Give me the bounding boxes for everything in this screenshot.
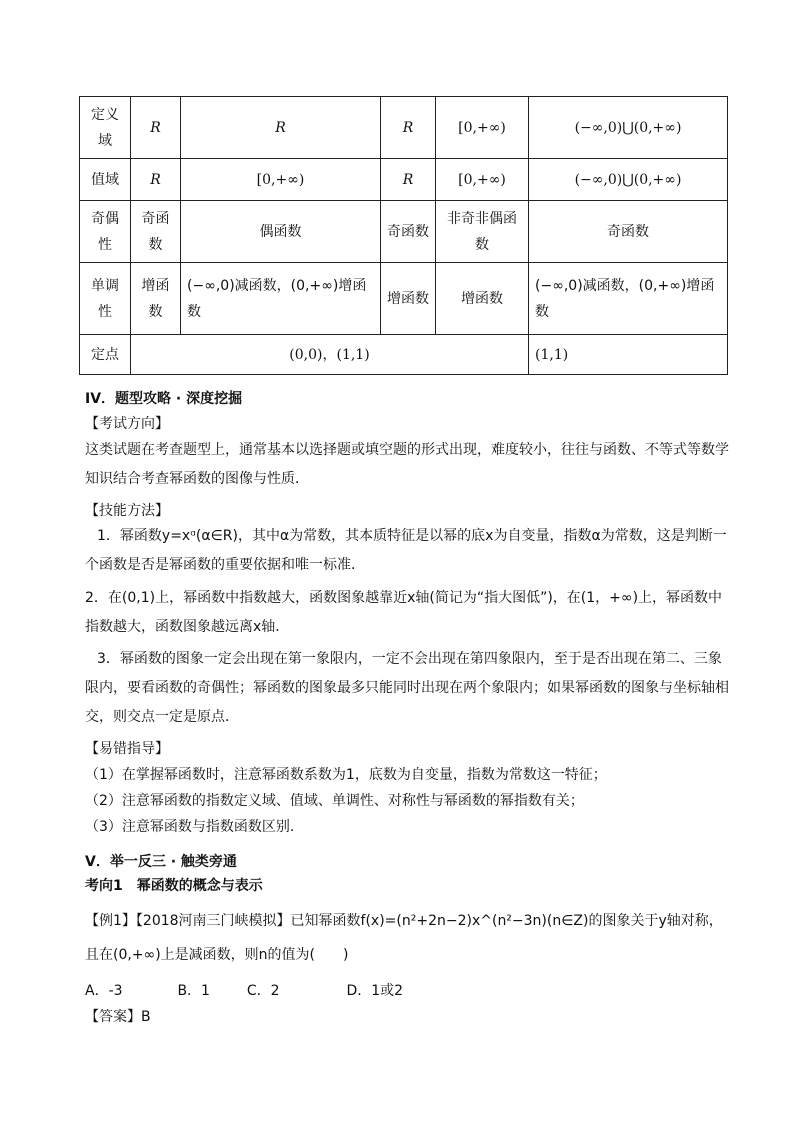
option-b: B．1	[177, 983, 210, 999]
power-function-properties-table	[79, 96, 727, 375]
table-cell: 增函数	[436, 263, 529, 335]
option-a: A．-3	[85, 983, 123, 999]
table-row-fixed-point	[80, 335, 728, 375]
skills-heading: 【技能方法】	[85, 503, 169, 519]
skill-2: 2．在(0,1)上，幂函数中指数越大，函数图象越靠近x轴(简记为“指大图低”)，在(1，+∞)上，幂函数中指数越大，函数图象越远离x轴．	[85, 590, 723, 635]
table-body	[80, 97, 728, 375]
row-label: 奇偶性	[80, 201, 131, 263]
example-1-line-1: 【例1】【2018河南三门峡模拟】已知幂函数f(x)=(n²+2n−2)x^(n²−3n)(n∈Z)的图象关于y轴对称，	[85, 913, 723, 929]
table-cell: R	[131, 159, 181, 201]
option-d: D．1或2	[346, 983, 404, 999]
direction-1-title: 考向1 幂函数的概念与表示	[85, 878, 263, 894]
properties-table	[79, 96, 728, 375]
exam-direction-heading: 【考试方向】	[85, 416, 169, 432]
table-cell: 奇函数	[131, 201, 181, 263]
table-row	[80, 201, 728, 263]
table-row	[80, 97, 728, 159]
table-cell: 偶函数	[181, 201, 381, 263]
table-cell: (−∞,0)减函数，(0,+∞)增函数	[529, 263, 728, 335]
mistake-2: （2）注意幂函数的指数定义域、值域、单调性、对称性与幂函数的幂指数有关；	[85, 793, 584, 809]
example-1-line-2: 且在(0,+∞)上是减函数，则n的值为( )	[85, 947, 349, 963]
table-cell: R	[131, 97, 181, 159]
row-label: 单调性	[80, 263, 131, 335]
table-cell: (−∞,0)⋃(0,+∞)	[529, 159, 728, 201]
table-cell: 增函数	[381, 263, 436, 335]
table-cell: 奇函数	[529, 201, 728, 263]
mistake-3: （3）注意幂函数与指数函数区别.	[85, 819, 295, 835]
table-cell: (−∞,0)减函数，(0,+∞)增函数	[181, 263, 381, 335]
row-label: 定义域	[80, 97, 131, 159]
skill-1-text: 1．幂函数y=xᵅ(α∈R)，其中α为常数，其本质特征是以幂的底x为自变量，指数α为常数，这是判断一个函数是否是幂函数的重要依据和唯一标准．	[85, 528, 727, 573]
table-cell: [0,+∞)	[436, 97, 529, 159]
table-cell: [0,+∞)	[436, 159, 529, 201]
section5-title: V．举一反三 · 触类旁通	[85, 854, 237, 870]
table-cell: R	[181, 97, 381, 159]
section4-title: IV．题型攻略 · 深度挖掘	[85, 391, 243, 407]
skill-3: 3．幂函数的图象一定会出现在第一象限内，一定不会出现在第四象限内，至于是否出现在第二、三象限内，要看函数的奇偶性；幂函数的图象最多只能同时出现在两个象限内；如果幂函数的图象与坐标轴相交，则交点一定是原点．	[85, 651, 729, 725]
table-cell: 奇函数	[381, 201, 436, 263]
table-cell: (−∞,0)⋃(0,+∞)	[529, 97, 728, 159]
table-row	[80, 263, 728, 335]
table-cell: R	[381, 159, 436, 201]
table-cell: 非奇非偶函数	[436, 201, 529, 263]
example-options	[85, 980, 735, 1000]
skill-1	[85, 522, 730, 580]
row-label: 定点	[80, 335, 131, 375]
row-label: 值域	[80, 159, 131, 201]
option-c: C．2	[246, 983, 280, 999]
exam-direction-text: 这类试题在考查题型上，通常基本以选择题或填空题的形式出现，难度较小，往往与函数、不等式等数学知识结合考查幂函数的图像与性质．	[85, 442, 729, 487]
mistake-1: （1）在掌握幂函数时，注意幂函数系数为1，底数为自变量，指数为常数这一特征；	[85, 767, 607, 783]
table-cell: [0,+∞)	[181, 159, 381, 201]
mistakes-heading: 【易错指导】	[85, 741, 169, 757]
fixed-point-last: (1,1)	[529, 335, 728, 375]
table-cell: 增函数	[131, 263, 181, 335]
table-cell: R	[381, 97, 436, 159]
fixed-point-common: (0,0)，(1,1)	[131, 335, 529, 375]
table-row	[80, 159, 728, 201]
answer: 【答案】B	[85, 1009, 151, 1025]
